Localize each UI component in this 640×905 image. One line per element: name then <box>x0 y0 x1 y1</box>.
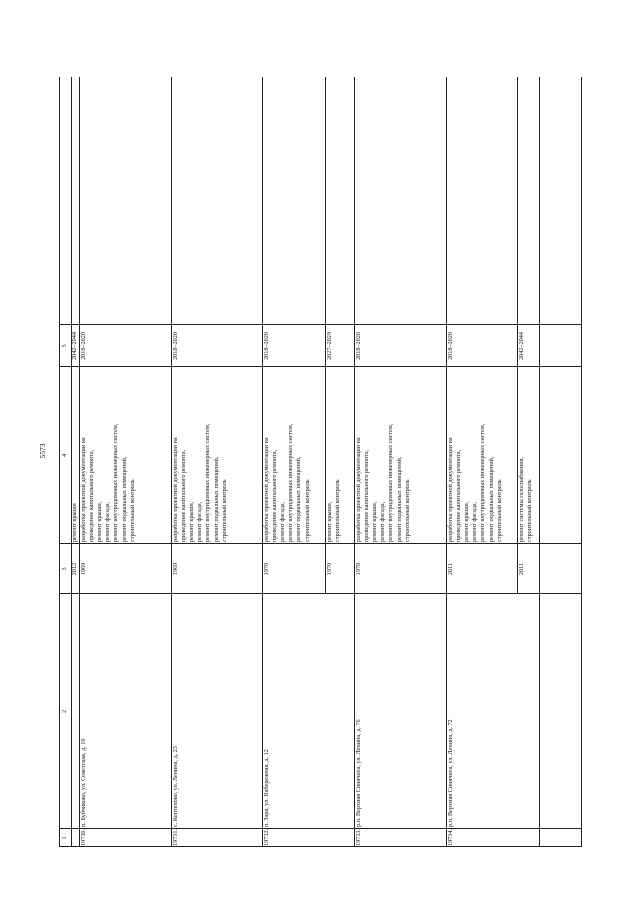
row-address: п. Бубчиково, ул. Советская, д. 10 <box>80 738 87 827</box>
row-works-line: строительный контроль <box>403 479 411 542</box>
row-works-line: ремонт внутридомовых инженерных систем, <box>112 423 120 542</box>
row-works-line: ремонт фасада, <box>379 501 387 542</box>
row-period: 2018–2020 <box>355 332 362 360</box>
row-year: 1970 <box>355 562 362 576</box>
row-number: 19733. <box>355 828 362 846</box>
column-separator <box>59 828 581 829</box>
header-separator <box>71 77 72 847</box>
row-works-line: ремонт внутридомовых инженерных систем, <box>204 423 212 542</box>
row-period: 2018–2020 <box>263 332 270 360</box>
row-works-line: строительный контроль <box>303 479 311 542</box>
column-header-5: 5 <box>61 344 68 348</box>
row-address: с. Коптелово, ул. Ленина, д. 23 <box>172 746 179 827</box>
table-border-top <box>59 77 60 847</box>
sub-row-works-line: ремонт системы газоснабжения, <box>518 457 525 542</box>
row-works-line: проведение капитального ремонта, <box>180 449 188 542</box>
row-works-line: ремонт внутридомовых инженерных систем, <box>387 423 395 542</box>
row-works-line: ремонт крыши, <box>188 501 196 542</box>
row-period: 2018–2020 <box>80 332 87 360</box>
row-number: 19732. <box>263 828 270 846</box>
column-separator <box>59 324 581 325</box>
row-year: 1969 <box>172 562 179 576</box>
cont-row-works: ремонт крыши <box>71 503 78 542</box>
row-works-line: ремонт фасада, <box>471 501 479 542</box>
row-works-line: ремонт подвальных помещений, <box>120 456 128 542</box>
row-works-line: ремонт подвальных помещений, <box>295 456 303 542</box>
row-works-line: строительный контроль <box>220 479 228 542</box>
row-address: р.п. Верхняя Синячиха, ул. Ленина, д. 72 <box>447 719 454 827</box>
capital-repair-table <box>59 77 581 847</box>
row-works-line: проведение капитального ремонта, <box>455 449 463 542</box>
row-number: 19730. <box>80 828 87 846</box>
row-works-line: разработка проектной документации на <box>80 437 87 542</box>
row-address: р.п. Верхняя Синячиха, ул. Ленина, д. 76 <box>355 719 362 827</box>
column-separator <box>59 593 581 594</box>
row-period: 2018–2020 <box>447 332 454 360</box>
row-year: 1970 <box>263 562 270 576</box>
row-works-line: ремонт крыши, <box>371 501 379 542</box>
row-works-line: ремонт крыши, <box>463 501 471 542</box>
row-works-line: ремонт фасада, <box>279 501 287 542</box>
column-header-4: 4 <box>61 453 68 458</box>
row-number: 19731. <box>172 828 179 846</box>
row-period: 2018–2020 <box>172 332 179 360</box>
row-works-line: строительный контроль <box>128 479 136 542</box>
column-header-1: 1 <box>61 836 68 840</box>
row-works-line: разработка проектной документации на <box>263 437 270 542</box>
column-separator <box>59 366 581 367</box>
row-works-line: ремонт внутридомовых инженерных систем, <box>287 423 295 542</box>
column-header-3: 3 <box>61 567 68 571</box>
row-works-line: разработка проектной документации на <box>447 437 454 542</box>
row-year: 2011 <box>447 562 454 576</box>
row-works-line: разработка проектной документации на <box>355 437 362 542</box>
column-separator <box>59 846 581 847</box>
row-number: 19734. <box>447 828 454 846</box>
column-separator <box>59 543 581 544</box>
row-works-line: разработка проектной документации на <box>172 437 179 542</box>
row-works-line: ремонт фасада, <box>104 501 112 542</box>
row-works-line: проведение капитального ремонта, <box>271 449 279 542</box>
column-header-2: 2 <box>61 709 68 714</box>
sub-row-year: 2011 <box>518 562 525 576</box>
sub-row-works-line: строительный контроль <box>334 479 342 542</box>
row-works-line: проведение капитального ремонта, <box>363 449 371 542</box>
row-works-line: ремонт подвальных помещений, <box>395 456 403 542</box>
row-separator <box>539 77 540 847</box>
sub-row-period: 2027–2029 <box>326 332 333 360</box>
page-number: 5573 <box>38 443 47 459</box>
sub-row-works-line: ремонт крыши, <box>326 501 333 542</box>
sub-row-period: 2042–2044 <box>518 332 525 360</box>
row-works-line: ремонт подвальных помещений, <box>487 456 495 542</box>
row-works-line: ремонт внутридомовых инженерных систем, <box>479 423 487 542</box>
cont-row-year: 2012 <box>71 562 78 576</box>
row-works-line: ремонт подвальных помещений, <box>212 456 220 542</box>
row-year: 1969 <box>80 562 87 576</box>
cont-row-period: 2042–2044 <box>71 332 78 360</box>
row-works-line: проведение капитального ремонта, <box>88 449 96 542</box>
sub-row-year: 1970 <box>326 562 333 576</box>
row-works-line: строительный контроль <box>495 479 503 542</box>
row-works-line: ремонт крыши, <box>96 501 104 542</box>
sub-row-works-line: строительный контроль <box>526 479 534 542</box>
row-address: п. Заря, ул. Набережная, д. 12 <box>263 749 270 827</box>
row-works-line: ремонт фасада, <box>196 501 204 542</box>
table-border-bottom <box>581 77 582 847</box>
